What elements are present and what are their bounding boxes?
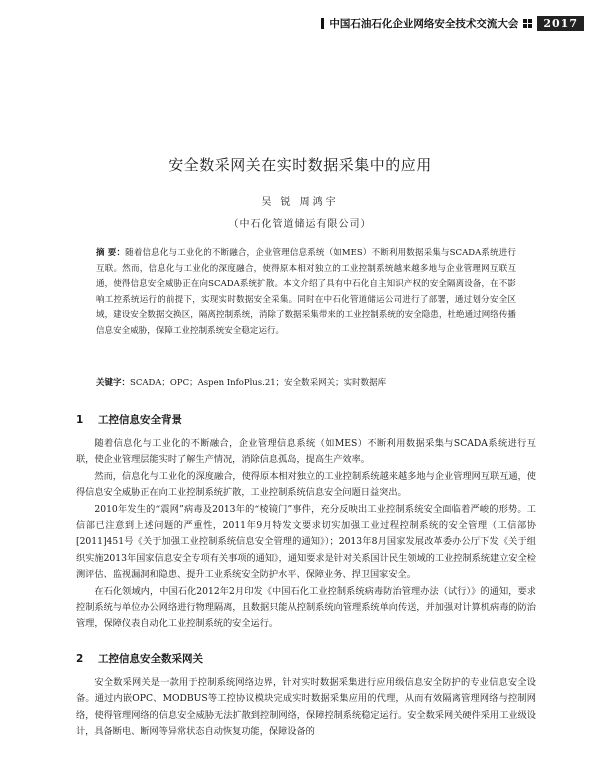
keywords (96, 376, 516, 390)
body-paragraph: 安全数采网关是一款用于控制系统网络边界，针对实时数据采集进行应用级信息安全防护的专业信息安全设备。通过内嵌OPC、MODBUS等工控协议模块完成实时数据采集应用的代理，从而有效隔离管理网络与控制网络，使得管理网络的信息安全威胁无法扩散到控制网络，保障控制系统稳定运行。安全数采网关硬件采用工业级设计，具备断电、断网等异常状态自动恢复功能，保障设备的 (76, 677, 536, 738)
paper-affiliation: （中石化管道储运有限公司） (228, 219, 372, 230)
section-title: 工控信息安全背景 (98, 414, 182, 426)
paper-authors: 吴 锐 周鸿宇 (261, 197, 339, 208)
section-title: 工控信息安全数采网关 (98, 653, 203, 665)
keywords-text: SCADA；OPC；Aspen InfoPlus.21；安全数采网关；实时数据库 (130, 378, 387, 388)
section-number: 1 (76, 414, 84, 426)
abstract-label: 摘 要： (96, 248, 126, 258)
conference-name: 中国石油石化企业网络安全技术交流大会 (329, 17, 519, 30)
header-dots-icon (523, 19, 532, 28)
section-body (76, 675, 536, 741)
paper-title: 安全数采网关在实时数据采集中的应用 (168, 156, 432, 174)
section-heading (76, 412, 182, 427)
body-paragraph: 在石化领域内，中国石化2012年2月印发《中国石化工业控制系统病毒防治管理办法（试行）》的通知，要求控制系统与单位办公网络进行物理隔离，且数据只能从控制系统向管理系统单向传送，并加强对计算机病毒的防治管理，保障仪表自动化工业控制系统的安全运行。 (76, 585, 536, 630)
body-paragraph: 然而，信息化与工业化的深度融合，使得原本相对独立的工业控制系统越来越多地与企业管理网互联互通，使得信息安全威胁正在向工业控制系统扩散，工业控制系统信息安全问题日益突出。 (76, 470, 536, 499)
running-header (321, 14, 584, 32)
keywords-label: 关键字： (96, 378, 131, 388)
abstract (96, 246, 516, 340)
conference-year: 2017 (537, 16, 584, 31)
header-bar-mark (321, 18, 324, 29)
body-paragraph: 2010年发生的“震网”病毒及2013年的“棱镜门”事件，充分反映出工业控制系统安全面临着严峻的形势。工信部已注意到上述问题的严重性，2011年9月特发文要求切实加强工业过程控制系统的安全管理（工信部协[2011]451号《关于加强工业控制系统信息安全管理的通知》）；2013年8月国家发展改革委办公厅下发《关于组织实施2013年国家信息安全专项有关事项的通知》，通知要求是针对关系国计民生领域的工业控制系统建立安全检测评估、监视漏洞和隐患、提升工业系统安全防护水平、保障业务、捍卫国家安全。 (76, 503, 536, 581)
section-number: 2 (76, 653, 84, 665)
section-heading (76, 651, 203, 666)
section-body (76, 436, 536, 633)
body-paragraph: 随着信息化与工业化的不断融合，企业管理信息系统（如MES）不断利用数据采集与SCADA系统进行互联，使企业管理层能实时了解生产情况，消除信息孤岛，提高生产效率。 (76, 438, 536, 466)
abstract-text: 随着信息化与工业化的不断融合，企业管理信息系统（如MES）不断利用数据采集与SCADA系统进行互联。然而，信息化与工业化的深度融合，使得原本相对独立的工业控制系统越来越多地与企业管理网互联互通，使得信息安全威胁正在向SCADA系统扩散。本文介绍了具有中石化自主知识产权的安全隔离设备，在不影响工控系统运行的前提下，实现实时数据安全采集。同时在中石化管道储运公司进行了部署，通过划分安全区域，建设安全数据交换区，隔离控制系统，消除了数据采集带来的工业控制系统的安全隐患，杜绝通过网络传播信息安全威胁，保障工业控制系统安全稳定运行。 (96, 248, 516, 336)
